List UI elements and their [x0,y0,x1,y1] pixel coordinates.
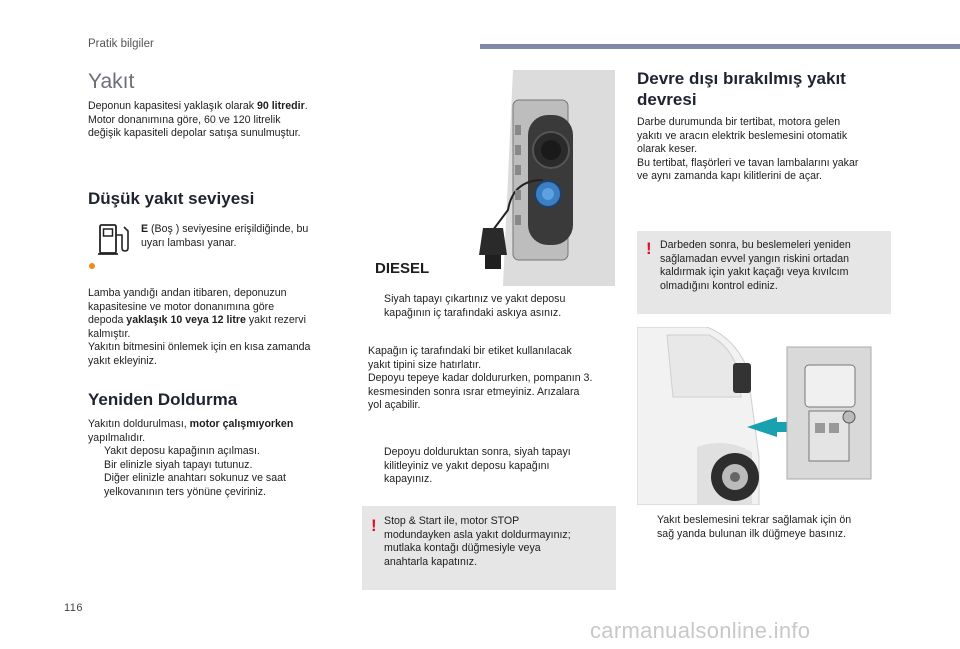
low-fuel-line: yakıt ekleyiniz. [88,354,157,367]
bullet-text: kilitleyiniz ve yakıt deposu kapağını [384,459,550,472]
fuel-intro-text: Deponun kapasitesi yaklaşık olarak [88,100,258,112]
cutoff-title-line: Devre dışı bırakılmış yakıt [637,69,846,88]
bullet-text: Yakıt beslemesini tekrar sağlamak için ön [657,514,852,526]
bullet-item [368,293,618,320]
low-fuel-paragraph [88,287,358,368]
fuel-pump-icon [98,222,132,258]
bullet-text: Diğer elinizle anahtarı sokunuz ve saat [104,472,286,484]
cutoff-warning [637,231,891,314]
section-label: Pratik bilgiler [88,38,154,50]
refuel-line: yapılmalıdır. [88,431,146,444]
lamp-line1 [141,223,351,237]
refuel-instructions [88,418,358,499]
diesel-label: DIESEL [375,260,430,277]
middle-line: kesmesinden sonra ısrar etmeyiniz. Arızalara [368,385,580,398]
fuel-cap-image [363,70,615,286]
bullet-text: Bir elinizle siyah tapayı tutunuz. [104,458,253,471]
bullet-text: yelkovanının ters yönüne çeviriniz. [104,485,266,498]
fuel-intro-period: . [304,100,308,112]
stop-start-warning [362,506,616,590]
van-switch-image [637,327,891,505]
bullet-item [88,445,358,459]
lamp-description [141,223,351,250]
cutoff-line: olarak keser. [637,143,698,155]
warning-line: olmadığını kontrol ediniz. [660,279,778,292]
bullet-text: Siyah tapayı çıkartınız ve yakıt deposu [384,293,566,305]
warning-line: modundayken asla yakıt doldurmayınız; [384,528,571,541]
cutoff-bullet [641,514,895,541]
bullet-text: sağ yanda bulunan ilk düğmeye basınız. [657,527,847,540]
middle-line: Kapağın iç tarafındaki bir etiket kullanılacak [368,345,572,357]
warning-icon: ! [371,516,377,535]
van-illustration [637,327,891,505]
lamp-line1-text: (Boş ) seviyesine erişildiğinde, bu [148,223,309,235]
refuel-text: Yakıtın doldurulması, [88,418,190,430]
warning-line: anahtarla kapatınız. [384,555,478,568]
middle-bullet-2 [368,446,618,487]
refuel-line [88,418,358,432]
warning-line: Stop & Start ile, motor STOP [384,515,520,527]
middle-line: Depoyu tepeye kadar doldururken, pompanın 3. [368,372,593,384]
bullet-text: kapağının iç tarafındaki askıya asınız. [384,306,562,319]
lamp-e-letter: E [141,223,149,235]
orange-indicator [89,263,95,269]
warning-line: Darbeden sonra, bu beslemeleri yeniden [660,239,851,251]
low-fuel-title: Düşük yakıt seviyesi [88,189,255,208]
bullet-item [368,446,618,487]
warning-line: sağlamadan evvel yangın riskini ortadan [660,252,850,265]
bullet-item [641,514,895,541]
reserve-amount: yaklaşık 10 veya 12 litre [126,314,246,326]
fuel-intro [88,100,358,141]
bullet-item [88,459,358,473]
cutoff-paragraph [637,116,897,184]
low-fuel-line: Lamba yandığı andan itibaren, deponuzun [88,287,287,299]
warning-text [384,515,612,569]
cutoff-title [637,68,897,110]
fuel-intro-line1 [88,100,358,114]
low-fuel-text: yakıt rezervi [245,314,306,326]
low-fuel-line: kalmıştır. [88,327,131,340]
middle-bullet-1 [368,293,618,320]
cutoff-line: ve aynı zamanda kapı kilitlerini de açar. [637,170,822,182]
bullet-item [88,472,358,499]
refuel-title: Yeniden Doldurma [88,390,238,409]
middle-paragraph [368,345,620,413]
middle-line: yakıt tipini size hatırlatır. [368,358,482,371]
fuel-capacity: 90 litredir [257,100,305,112]
engine-off-note: motor çalışmıyorken [189,418,294,430]
warning-line: mutlaka kontağı düğmesiyle veya [384,542,541,554]
cutoff-line: yakıtı ve aracın elektrik beslemesini otomatik [637,129,848,142]
header-bar [480,44,960,49]
bullet-text: kapayınız. [384,473,433,485]
middle-line: yol açabilir. [368,399,421,411]
low-fuel-line [88,314,358,328]
bullet-text: Yakıt deposu kapağının açılması. [104,445,260,457]
fuel-title: Yakıt [88,70,135,93]
low-fuel-line: kapasitesine ve motor donanımına göre [88,300,275,313]
fuel-filler-illustration [363,70,615,286]
fuel-intro-line3: değişik kapasiteli depolar satışa sunulmuştur. [88,127,301,139]
low-fuel-line: Yakıtın bitmesini önlemek için en kısa zamanda [88,341,311,353]
cutoff-title-line: devresi [637,90,697,109]
warning-line: kaldırmak için yakıt kaçağı veya kıvılcım [660,266,849,278]
warning-text [660,239,888,293]
bullet-text: Depoyu dolduruktan sonra, siyah tapayı [384,446,571,458]
watermark: carmanualsonline.info [590,618,811,643]
lamp-line2: uyarı lambası yanar. [141,236,237,249]
fuel-intro-line2: Motor donanımına göre, 60 ve 120 litrelik [88,113,281,126]
cutoff-line: Bu tertibat, flaşörleri ve tavan lambalarını yakar [637,156,859,169]
warning-icon: ! [646,239,652,258]
page-number: 116 [64,602,84,614]
low-fuel-text: depoda [88,314,127,326]
cutoff-line: Darbe durumunda bir tertibat, motora gelen [637,116,841,128]
